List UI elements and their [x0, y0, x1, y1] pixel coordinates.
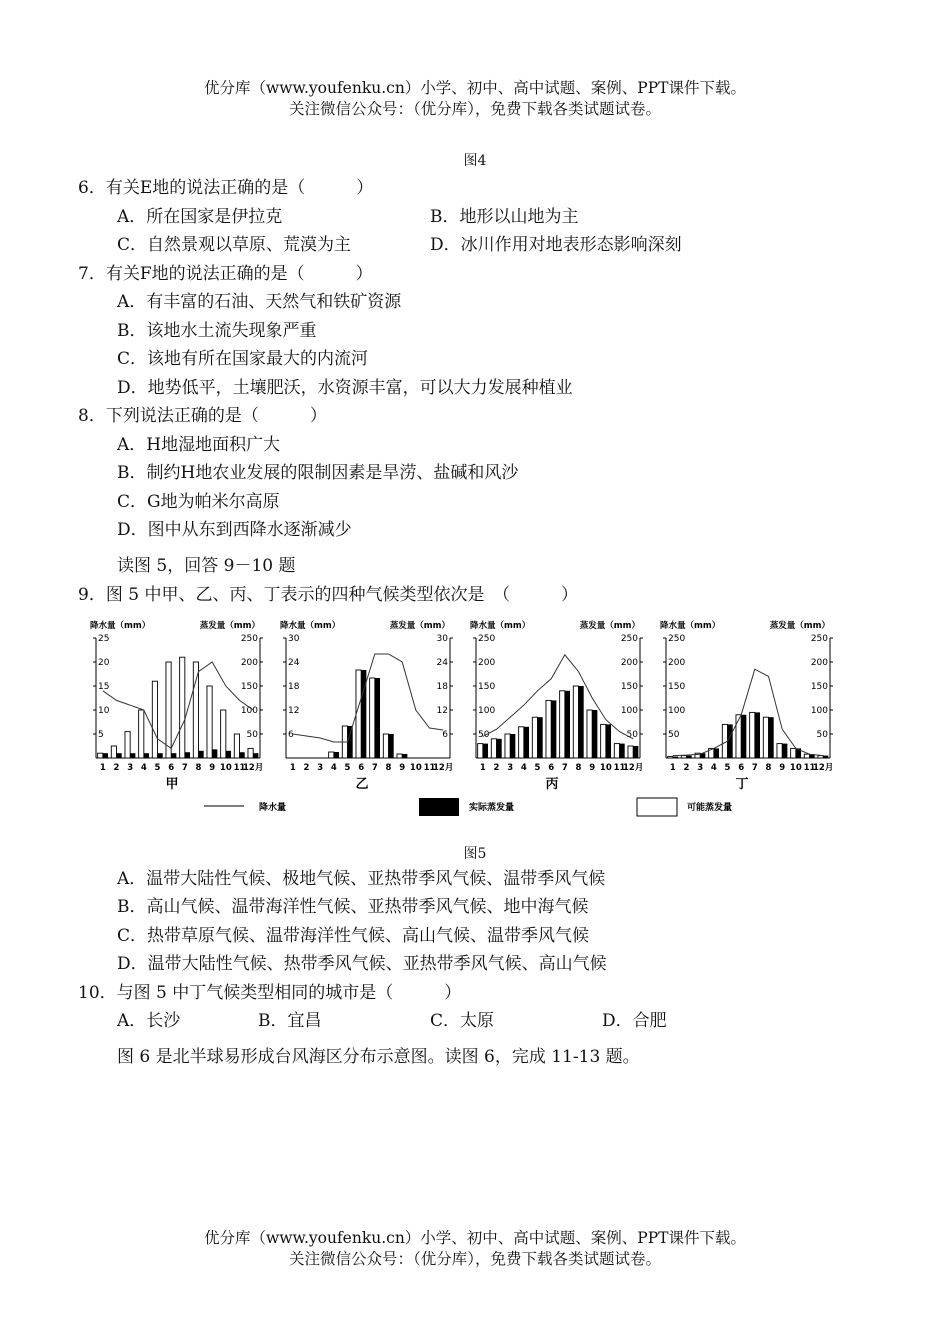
chart-3-left-tick-label: 50 — [668, 730, 680, 740]
chart-2-month-label: 10 — [599, 763, 612, 773]
chart-0-potential-evaporation-bar — [193, 662, 198, 758]
chart-2-left-tick-label: 200 — [478, 658, 496, 668]
chart-3-month-label: 8 — [765, 763, 772, 773]
chart-0-actual-evaporation-bar — [158, 753, 163, 758]
chart-3-potential-evaporation-bar — [791, 748, 796, 758]
chart-2-potential-evaporation-bar — [614, 744, 619, 758]
question-7-option-b: B．该地水土流失现象严重 — [117, 321, 317, 341]
chart-3-left-tick-label: 200 — [668, 658, 686, 668]
question-8-option-a: A．H地湿地面积广大 — [117, 435, 281, 455]
header-line-1: 优分库（www.youfenku.cn）小学、初中、高中试题、案例、PPT课件下载。 — [203, 79, 747, 97]
chart-1-precipitation-line — [293, 654, 443, 742]
chart-1-month-label: 12月 — [432, 763, 454, 773]
chart-2-actual-evaporation-bar — [510, 734, 515, 758]
chart-2-right-tick-label: 200 — [620, 658, 638, 668]
chart-3-potential-evaporation-bar — [681, 756, 686, 758]
figure-4-caption: 图4 — [463, 153, 487, 169]
chart-2-potential-evaporation-bar — [573, 686, 578, 758]
chart-1-right-tick-label: 18 — [436, 682, 448, 692]
question-6-stem: 6．有关E地的说法正确的是（ ） — [78, 178, 374, 198]
chart-3-month-label: 9 — [779, 763, 786, 773]
chart-0-potential-evaporation-bar — [166, 662, 171, 758]
legend-potential-evaporation-label: 可能蒸发量 — [687, 803, 733, 813]
question-7-option-a: A．有丰富的石油、天然气和铁矿资源 — [117, 292, 402, 312]
chart-2-month-label: 9 — [589, 763, 596, 773]
chart-0-month-label: 8 — [195, 763, 202, 773]
chart-1-left-tick-label: 6 — [288, 730, 294, 740]
chart-0-month-label: 6 — [168, 763, 175, 773]
question-9-option-a: A．温带大陆性气候、极地气候、亚热带季风气候、温带季风气候 — [117, 869, 606, 889]
chart-2-month-label: 11 — [613, 763, 626, 773]
chart-0-month-label: 3 — [127, 763, 134, 773]
chart-1-potential-evaporation-bar — [329, 752, 334, 758]
footer-line-1: 优分库（www.youfenku.cn）小学、初中、高中试题、案例、PPT课件下载。 — [203, 1229, 747, 1247]
chart-1-left-tick-label: 24 — [288, 658, 300, 668]
chart-0-actual-evaporation-bar — [171, 753, 176, 758]
question-10-option-b: B．宜昌 — [258, 1011, 322, 1031]
chart-0-left-tick-label: 15 — [98, 682, 110, 692]
question-6-option-a: A．所在国家是伊拉克 — [117, 207, 283, 227]
question-8-option-d: D．图中从东到西降水逐渐减少 — [117, 520, 352, 540]
chart-3-right-tick-label: 100 — [810, 706, 828, 716]
chart-0-left-tick-label: 5 — [98, 730, 104, 740]
chart-2-potential-evaporation-bar — [491, 739, 496, 758]
chart-2-actual-evaporation-bar — [538, 717, 543, 758]
chart-2-month-label: 12月 — [622, 763, 644, 773]
chart-2-potential-evaporation-bar — [505, 734, 510, 758]
question-6-option-b: B．地形以山地为主 — [430, 207, 579, 227]
chart-1-month-label: 11 — [423, 763, 436, 773]
chart-2-potential-evaporation-bar — [546, 700, 551, 758]
chart-0-right-tick-label: 150 — [240, 682, 258, 692]
chart-2-left-tick-label: 50 — [478, 730, 490, 740]
chart-3-right-tick-label: 50 — [816, 730, 828, 740]
chart-3-actual-evaporation-bar — [714, 748, 719, 758]
chart-1-month-label: 2 — [303, 763, 310, 773]
question-10-option-c: C．太原 — [430, 1011, 495, 1031]
chart-0-actual-evaporation-bar — [103, 753, 108, 758]
chart-2-actual-evaporation-bar — [483, 744, 488, 758]
chart-1-right-tick-label: 12 — [436, 706, 448, 716]
chart-0-actual-evaporation-bar — [117, 753, 122, 758]
chart-1-actual-evaporation-bar — [334, 752, 339, 758]
chart-0-potential-evaporation-bar — [111, 746, 116, 758]
chart-2-potential-evaporation-bar — [519, 727, 524, 758]
chart-3-actual-evaporation-bar — [741, 715, 746, 758]
chart-3-right-axis-label: 蒸发量（mm） — [769, 621, 830, 631]
question-7-stem: 7．有关F地的说法正确的是（ ） — [78, 264, 373, 284]
chart-2-month-label: 4 — [520, 763, 527, 773]
chart-1-potential-evaporation-bar — [383, 734, 388, 758]
chart-3-month-label: 2 — [683, 763, 690, 773]
chart-2-left-axis-label: 降水量（mm） — [470, 621, 531, 631]
chart-1-left-tick-label: 12 — [288, 706, 300, 716]
chart-2-actual-evaporation-bar — [592, 710, 597, 758]
chart-3-month-label: 6 — [738, 763, 745, 773]
chart-1-month-label: 5 — [344, 763, 351, 773]
chart-0-left-tick-label: 20 — [98, 658, 110, 668]
chart-2-left-tick-label: 150 — [478, 682, 496, 692]
chart-2-actual-evaporation-bar — [565, 691, 570, 758]
chart-1-actual-evaporation-bar — [348, 726, 353, 758]
chart-0-month-label: 12月 — [242, 763, 264, 773]
chart-2-title: 丙 — [545, 777, 559, 792]
chart-0-month-label: 2 — [113, 763, 120, 773]
chart-0-actual-evaporation-bar — [226, 751, 231, 758]
chart-2-potential-evaporation-bar — [628, 746, 633, 758]
chart-2-actual-evaporation-bar — [633, 746, 638, 758]
chart-0-month-label: 10 — [219, 763, 232, 773]
chart-3-potential-evaporation-bar — [804, 754, 809, 758]
chart-2-month-label: 8 — [575, 763, 582, 773]
chart-3-month-label: 5 — [724, 763, 731, 773]
chart-2-left-tick-label: 250 — [478, 634, 496, 644]
chart-0-actual-evaporation-bar — [185, 752, 190, 758]
chart-0-left-tick-label: 25 — [98, 634, 110, 644]
chart-1-right-axis-label: 蒸发量（mm） — [389, 621, 450, 631]
chart-3-potential-evaporation-bar — [750, 712, 755, 758]
chart-2-left-tick-label: 100 — [478, 706, 496, 716]
chart-0-potential-evaporation-bar — [207, 686, 212, 758]
figure-5-caption: 图5 — [463, 846, 487, 862]
question-7-option-c: C．该地有所在国家最大的内流河 — [117, 349, 369, 369]
question-8-option-b: B．制约H地农业发展的限制因素是旱涝、盐碱和风沙 — [117, 463, 519, 483]
chart-3-actual-evaporation-bar — [823, 756, 828, 758]
chart-0-month-label: 1 — [99, 763, 106, 773]
question-9-option-c: C．热带草原气候、温带海洋性气候、高山气候、温带季风气候 — [117, 926, 590, 946]
chart-3-month-label: 7 — [751, 763, 758, 773]
chart-2-month-label: 3 — [507, 763, 514, 773]
chart-1-left-tick-label: 30 — [288, 634, 300, 644]
chart-1-actual-evaporation-bar — [402, 754, 407, 758]
chart-3-actual-evaporation-bar — [782, 744, 787, 758]
chart-3-actual-evaporation-bar — [755, 712, 760, 758]
chart-1-month-label: 4 — [330, 763, 337, 773]
chart-0-potential-evaporation-bar — [248, 748, 253, 758]
chart-0-actual-evaporation-bar — [212, 749, 217, 758]
question-9-option-d: D．温带大陆性气候、热带季风气候、亚热带季风气候、高山气候 — [117, 954, 607, 974]
chart-2-potential-evaporation-bar — [587, 710, 592, 758]
chart-0-right-tick-label: 250 — [240, 634, 258, 644]
chart-0-potential-evaporation-bar — [180, 657, 185, 758]
chart-2-actual-evaporation-bar — [606, 724, 611, 758]
chart-3-actual-evaporation-bar — [728, 724, 733, 758]
chart-0-potential-evaporation-bar — [152, 681, 157, 758]
chart-3-month-label: 12月 — [812, 763, 834, 773]
chart-0-month-label: 11 — [233, 763, 246, 773]
chart-1-month-label: 3 — [317, 763, 324, 773]
chart-2-right-tick-label: 150 — [620, 682, 638, 692]
chart-2-actual-evaporation-bar — [551, 700, 556, 758]
chart-0-potential-evaporation-bar — [221, 710, 226, 758]
chart-3-actual-evaporation-bar — [673, 757, 678, 758]
chart-0-right-tick-label: 100 — [240, 706, 258, 716]
chart-1-actual-evaporation-bar — [375, 678, 380, 758]
chart-3-right-tick-label: 150 — [810, 682, 828, 692]
chart-3-potential-evaporation-bar — [668, 757, 673, 758]
chart-3-potential-evaporation-bar — [777, 744, 782, 758]
question-7-option-d: D．地势低平，土壤肥沃，水资源丰富，可以大力发展种植业 — [117, 378, 573, 398]
legend-precipitation-label: 降水量 — [259, 803, 287, 813]
chart-0-actual-evaporation-bar — [144, 753, 149, 758]
chart-2-month-label: 2 — [493, 763, 500, 773]
chart-1-potential-evaporation-bar — [370, 678, 375, 758]
read-figure-5-instruction: 读图 5，回答 9－10 题 — [117, 556, 296, 576]
chart-0-actual-evaporation-bar — [199, 751, 204, 758]
chart-2-actual-evaporation-bar — [497, 739, 502, 758]
legend-potential-evaporation-swatch — [637, 798, 677, 816]
chart-3-month-label: 1 — [669, 763, 676, 773]
chart-0-potential-evaporation-bar — [125, 732, 130, 758]
question-6-option-d: D．冰川作用对地表形态影响深刻 — [430, 235, 682, 255]
legend-actual-evaporation-swatch — [419, 798, 459, 816]
chart-2-actual-evaporation-bar — [620, 744, 625, 758]
chart-2-right-axis-label: 蒸发量（mm） — [579, 621, 640, 631]
chart-0-left-axis-label: 降水量（mm） — [90, 621, 151, 631]
question-10-stem: 10．与图 5 中丁气候类型相同的城市是（ ） — [78, 983, 462, 1003]
chart-1-right-tick-label: 30 — [436, 634, 448, 644]
chart-1-month-label: 7 — [371, 763, 378, 773]
chart-2-potential-evaporation-bar — [601, 724, 606, 758]
chart-3-left-tick-label: 150 — [668, 682, 686, 692]
chart-3-month-label: 11 — [803, 763, 816, 773]
chart-2-actual-evaporation-bar — [579, 686, 584, 758]
chart-1-right-tick-label: 6 — [442, 730, 448, 740]
chart-2-month-label: 7 — [561, 763, 568, 773]
chart-3-month-label: 3 — [697, 763, 704, 773]
header-line-2: 关注微信公众号：（优分库），免费下载各类试题试卷。 — [288, 100, 661, 118]
chart-2-month-label: 6 — [548, 763, 555, 773]
chart-1-left-tick-label: 18 — [288, 682, 300, 692]
chart-3-left-tick-label: 100 — [668, 706, 686, 716]
chart-3-left-axis-label: 降水量（mm） — [660, 621, 721, 631]
chart-3-precipitation-line — [673, 669, 823, 755]
chart-1-month-label: 10 — [409, 763, 422, 773]
chart-2-right-tick-label: 250 — [620, 634, 638, 644]
question-10-option-a: A．长沙 — [117, 1011, 181, 1031]
chart-1-right-tick-label: 24 — [436, 658, 448, 668]
chart-3-actual-evaporation-bar — [769, 717, 774, 758]
question-8-stem: 8．下列说法正确的是（ ） — [78, 406, 327, 426]
question-8-option-c: C．G地为帕米尔高原 — [117, 492, 280, 512]
chart-1-month-label: 6 — [358, 763, 365, 773]
chart-3-left-tick-label: 250 — [668, 634, 686, 644]
chart-1-left-axis-label: 降水量（mm） — [280, 621, 341, 631]
question-9-option-b: B．高山气候、温带海洋性气候、亚热带季风气候、地中海气候 — [117, 897, 589, 917]
chart-0-actual-evaporation-bar — [130, 753, 135, 758]
chart-2-potential-evaporation-bar — [560, 691, 565, 758]
chart-3-month-label: 4 — [710, 763, 717, 773]
chart-0-potential-evaporation-bar — [98, 753, 103, 758]
chart-1-month-label: 8 — [385, 763, 392, 773]
question-6-option-c: C．自然景观以草原、荒漠为主 — [117, 235, 352, 255]
chart-2-potential-evaporation-bar — [532, 717, 537, 758]
chart-3-month-label: 10 — [789, 763, 802, 773]
chart-0-month-label: 9 — [209, 763, 216, 773]
chart-0-month-label: 4 — [140, 763, 147, 773]
chart-0-right-axis-label: 蒸发量（mm） — [199, 621, 260, 631]
figure-6-intro: 图 6 是北半球易形成台风海区分布示意图。读图 6，完成 11-13 题。 — [117, 1047, 640, 1067]
chart-1-month-label: 1 — [289, 763, 296, 773]
chart-1-potential-evaporation-bar — [356, 670, 361, 758]
chart-3-title: 丁 — [735, 777, 749, 792]
chart-3-right-tick-label: 250 — [810, 634, 828, 644]
chart-0-actual-evaporation-bar — [240, 752, 245, 758]
chart-3-potential-evaporation-bar — [736, 715, 741, 758]
chart-3-right-tick-label: 200 — [810, 658, 828, 668]
chart-1-potential-evaporation-bar — [397, 754, 402, 758]
chart-0-title: 甲 — [165, 777, 179, 792]
chart-1-actual-evaporation-bar — [389, 734, 394, 758]
legend-actual-evaporation-label: 实际蒸发量 — [469, 803, 515, 813]
chart-0-month-label: 7 — [181, 763, 188, 773]
chart-0-actual-evaporation-bar — [253, 753, 258, 758]
chart-0-right-tick-label: 200 — [240, 658, 258, 668]
chart-0-right-tick-label: 50 — [246, 730, 258, 740]
chart-1-month-label: 9 — [399, 763, 406, 773]
chart-2-month-label: 5 — [534, 763, 541, 773]
footer-line-2: 关注微信公众号：（优分库），免费下载各类试题试卷。 — [288, 1250, 661, 1268]
chart-2-month-label: 1 — [479, 763, 486, 773]
chart-0-potential-evaporation-bar — [234, 734, 239, 758]
chart-2-right-tick-label: 50 — [626, 730, 638, 740]
chart-0-month-label: 5 — [154, 763, 161, 773]
chart-3-actual-evaporation-bar — [687, 756, 692, 758]
chart-2-right-tick-label: 100 — [620, 706, 638, 716]
chart-2-actual-evaporation-bar — [524, 727, 529, 758]
chart-2-potential-evaporation-bar — [478, 744, 483, 758]
figure-5-climate-charts — [84, 620, 846, 820]
question-10-option-d: D．合肥 — [602, 1011, 667, 1031]
chart-1-title: 乙 — [355, 777, 369, 792]
chart-0-potential-evaporation-bar — [139, 710, 144, 758]
chart-3-potential-evaporation-bar — [763, 717, 768, 758]
chart-0-left-tick-label: 10 — [98, 706, 110, 716]
question-9-stem: 9．图 5 中甲、乙、丙、丁表示的四种气候类型依次是 （ ） — [78, 585, 578, 605]
